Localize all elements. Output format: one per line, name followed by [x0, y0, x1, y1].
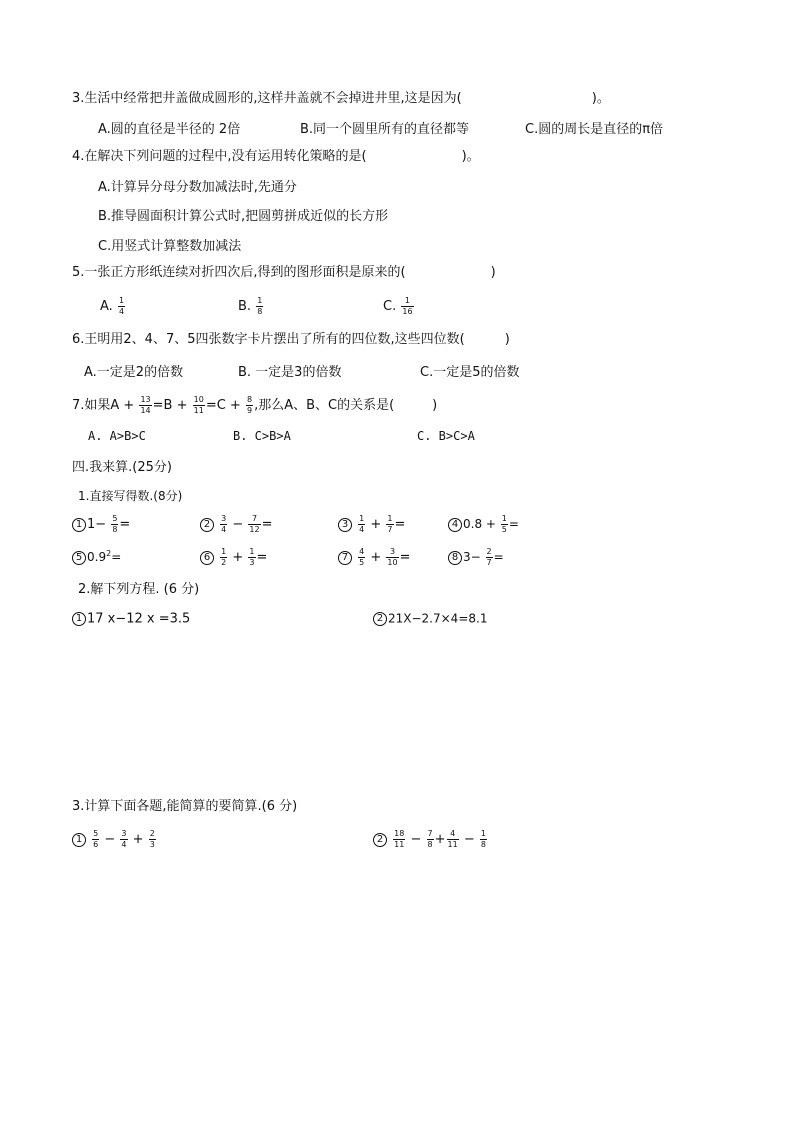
numerator: 1: [359, 514, 365, 523]
equation-text: 17 x−12 x =3.5: [87, 611, 191, 627]
q7-part-2: =B +: [152, 398, 188, 413]
q7-fraction-3: [246, 396, 253, 415]
item-number-circle: 5: [72, 551, 86, 565]
calc-text: 0.8 +: [463, 517, 496, 531]
numerator: 5: [93, 829, 99, 838]
numerator: 8: [246, 395, 253, 404]
denominator: 5: [359, 558, 365, 567]
q7-stem: [72, 396, 437, 415]
q7-part-1: 7.如果A +: [72, 398, 135, 413]
calc-fraction: [248, 548, 255, 567]
calc-fraction: [358, 515, 365, 534]
operator: +: [370, 550, 382, 565]
calc-item-2: [200, 515, 273, 534]
calc-text: 1−: [87, 517, 107, 532]
numerator: 1: [501, 514, 507, 523]
q5-option-a-label: A.: [100, 299, 113, 314]
denominator: 2: [221, 558, 227, 567]
denominator: 4: [118, 307, 125, 316]
item-number-circle: 3: [338, 518, 352, 532]
q3-option-a: A.圆的直径是半径的 2倍: [98, 122, 241, 137]
q5-option-c-fraction: [401, 297, 413, 316]
q5-stem-end: ): [490, 265, 496, 280]
denominator: 8: [480, 840, 486, 849]
equation-work-area[interactable]: [72, 640, 722, 790]
q3-stem: [72, 92, 610, 105]
calc-base: 0.9: [87, 550, 107, 564]
calc-item-6: [200, 548, 267, 567]
q4-stem-end: )。: [461, 149, 480, 164]
equals-sign: =: [399, 550, 411, 565]
operator: −: [410, 832, 422, 847]
calc-fraction: [220, 515, 227, 534]
denominator: 11: [394, 840, 405, 849]
q5-option-c: [383, 297, 415, 316]
q5-option-c-label: C.: [383, 299, 397, 314]
q4-option-a: A.计算异分母分数加减法时,先通分: [98, 180, 297, 195]
numerator: 3: [386, 548, 398, 558]
equals-sign: =: [256, 550, 268, 565]
calc-item-5: [72, 550, 121, 565]
calc-fraction: [248, 515, 260, 534]
item-number-circle: 7: [338, 551, 352, 565]
q5-option-a-fraction: [118, 297, 125, 316]
denominator: 12: [249, 525, 260, 534]
q7-fraction-2: [193, 396, 205, 415]
numerator: 1: [401, 297, 413, 307]
q5-stem: [72, 266, 496, 279]
calc-item-7: [338, 548, 411, 567]
sub2-title: 2.解下列方程. (6 分): [78, 582, 200, 597]
numerator: 1: [118, 296, 125, 305]
numerator: 7: [427, 829, 433, 838]
item-number-circle: 1: [72, 518, 86, 532]
q6-option-b: B. 一定是3的倍数: [238, 365, 342, 380]
denominator: 11: [193, 406, 204, 415]
q7-option-b: B. C>B>A: [233, 429, 291, 443]
equals-sign: =: [394, 517, 406, 532]
calc-fraction: [220, 548, 227, 567]
q5-option-b: [238, 297, 264, 316]
denominator: 5: [501, 525, 507, 534]
denominator: 3: [149, 840, 155, 849]
expr-fraction: [120, 830, 127, 849]
expr-fraction: [427, 830, 434, 849]
expr-fraction: [480, 830, 487, 849]
q6-stem-end: ): [504, 332, 510, 347]
calc-fraction: [111, 515, 118, 534]
q3-option-b: B.同一个圆里所有的直径都等: [300, 122, 470, 137]
denominator: 16: [402, 307, 413, 316]
operator: +: [132, 832, 144, 847]
q5-option-b-label: B.: [238, 299, 252, 314]
q5-option-b-fraction: [256, 297, 263, 316]
q7-option-a: A. A>B>C: [88, 429, 146, 443]
q7-fraction-1: [139, 396, 151, 415]
expr-fraction: [393, 830, 405, 849]
denominator: 4: [121, 840, 127, 849]
expr-fraction: [149, 830, 156, 849]
numerator: 5: [112, 514, 118, 523]
sub1-title: 1.直接写得数.(8分): [78, 489, 183, 503]
calc-fraction: [386, 515, 393, 534]
q6-option-c: C.一定是5的倍数: [420, 365, 520, 380]
q4-stem: [72, 150, 480, 163]
q3-stem-end: )。: [591, 91, 610, 106]
q4-stem-text: 4.在解决下列问题的过程中,没有运用转化策略的是(: [72, 149, 367, 164]
calc-item-4: [448, 515, 519, 534]
numerator: 4: [359, 547, 365, 556]
expression-2: [373, 830, 488, 849]
equation-1: [72, 612, 190, 626]
q5-option-a: [100, 297, 126, 316]
denominator: 10: [387, 558, 398, 567]
q3-option-c: C.圆的周长是直径的π倍: [525, 122, 664, 137]
item-number-circle: 1: [72, 612, 86, 626]
numerator: 1: [249, 547, 255, 556]
denominator: 7: [486, 558, 492, 567]
equation-2: [373, 612, 487, 626]
operator: −: [104, 832, 116, 847]
equals-sign: =: [261, 517, 273, 532]
expr-fraction: [447, 830, 459, 849]
expression-work-area[interactable]: [72, 860, 722, 1080]
item-number-circle: 2: [200, 518, 214, 532]
denominator: 8: [112, 525, 118, 534]
item-number-circle: 2: [373, 833, 387, 847]
item-number-circle: 1: [72, 833, 86, 847]
denominator: 8: [427, 840, 433, 849]
denominator: 3: [249, 558, 255, 567]
equals-sign: =: [493, 550, 504, 564]
denominator: 4: [221, 525, 227, 534]
calc-item-1: [72, 515, 130, 534]
expr-fraction: [92, 830, 99, 849]
calc-fraction: [486, 548, 493, 567]
q4-option-b: B.推导圆面积计算公式时,把圆剪拼成近似的长方形: [98, 209, 389, 224]
equals-sign: =: [508, 517, 519, 531]
calc-fraction: [358, 548, 365, 567]
q7-option-c: C. B>C>A: [417, 429, 475, 443]
operator: +: [434, 832, 446, 847]
calc-text: 3−: [463, 550, 481, 564]
q5-stem-text: 5.一张正方形纸连续对折四次后,得到的图形面积是原来的(: [72, 265, 406, 280]
q4-option-c: C.用竖式计算整数加减法: [98, 239, 242, 254]
exponent: 2: [106, 549, 112, 558]
numerator: 10: [193, 395, 204, 404]
numerator: 13: [140, 395, 151, 404]
denominator: 6: [93, 840, 99, 849]
section-4-title: 四.我来算.(25分): [72, 460, 172, 475]
numerator: 3: [221, 514, 227, 523]
item-number-circle: 2: [373, 612, 387, 626]
numerator: 1: [387, 514, 393, 523]
numerator: 1: [257, 296, 263, 305]
expression-1: [72, 830, 157, 849]
operator: −: [463, 832, 475, 847]
equals-sign: =: [119, 517, 131, 532]
denominator: 14: [140, 406, 151, 415]
operator: +: [232, 550, 244, 565]
calc-fraction: [501, 515, 508, 534]
numerator: 2: [149, 829, 155, 838]
q7-part-4: ,那么A、B、C的关系是(: [254, 398, 395, 413]
denominator: 8: [257, 307, 263, 316]
denominator: 11: [447, 840, 458, 849]
numerator: 1: [480, 829, 486, 838]
q7-part-5: ): [432, 398, 438, 413]
denominator: 4: [359, 525, 365, 534]
numerator: 18: [394, 829, 405, 838]
equation-text: 21X−2.7×4=8.1: [388, 611, 488, 626]
calc-item-3: [338, 515, 405, 534]
numerator: 7: [248, 515, 260, 525]
numerator: 1: [221, 547, 227, 556]
equals-sign: =: [111, 550, 122, 564]
numerator: 2: [486, 547, 492, 556]
q6-option-a: A.一定是2的倍数: [84, 365, 184, 380]
item-number-circle: 6: [200, 551, 214, 565]
item-number-circle: 4: [448, 518, 462, 532]
calc-item-8: [448, 548, 504, 567]
operator: +: [370, 517, 382, 532]
q6-stem-text: 6.王明用2、4、7、5四张数字卡片摆出了所有的四位数,这些四位数(: [72, 332, 465, 347]
item-number-circle: 8: [448, 551, 462, 565]
numerator: 3: [121, 829, 127, 838]
q6-stem: [72, 333, 510, 346]
denominator: 9: [246, 406, 253, 415]
numerator: 4: [447, 830, 459, 840]
q7-part-3: =C +: [205, 398, 241, 413]
q3-stem-text: 3.生活中经常把井盖做成圆形的,这样井盖就不会掉进井里,这是因为(: [72, 91, 462, 106]
denominator: 7: [387, 525, 393, 534]
sub3-title: 3.计算下面各题,能简算的要简算.(6 分): [72, 799, 298, 814]
calc-fraction: [386, 548, 398, 567]
operator: −: [232, 517, 244, 532]
